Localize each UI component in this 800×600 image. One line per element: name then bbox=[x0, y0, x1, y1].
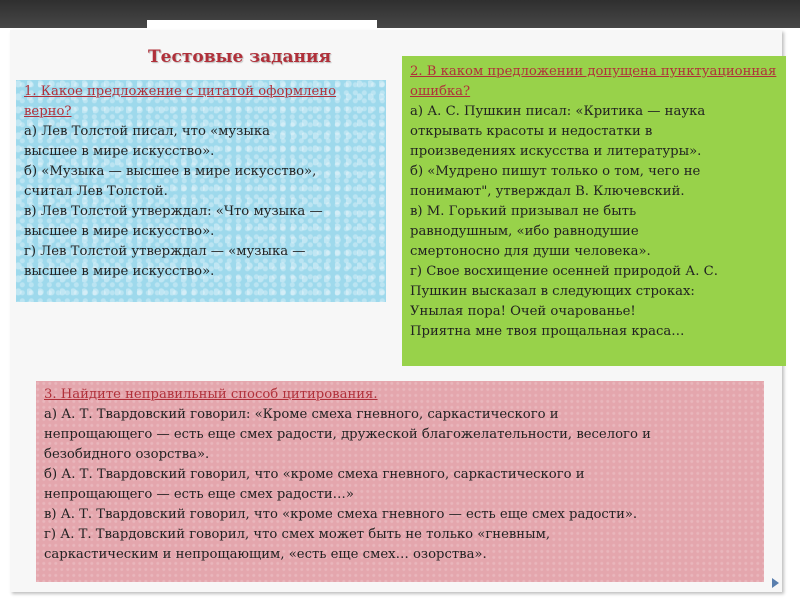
question-2-line: Пушкин высказал в следующих строках: bbox=[410, 284, 695, 299]
question-2-line: равнодушным, «ибо равнодушие bbox=[410, 224, 639, 239]
question-3-line: непрощающего — есть еще смех радости…» bbox=[44, 487, 354, 502]
question-1-line: высшее в мире искусство». bbox=[24, 224, 215, 239]
question-1-line: в) Лев Толстой утверждал: «Что музыка — bbox=[24, 204, 323, 219]
question-3-line: в) А. Т. Твардовский говорил, что «кроме смеха гневного — есть еще смех радости». bbox=[44, 507, 638, 522]
question-box-3 bbox=[36, 381, 764, 582]
top-bar bbox=[0, 0, 800, 28]
question-2-line: г) Свое восхищение осенней природой А. С. bbox=[410, 264, 718, 279]
question-3-line: б) А. Т. Твардовский говорил, что «кроме смеха гневного, саркастического и bbox=[44, 467, 585, 482]
top-accent-line bbox=[147, 20, 377, 28]
question-2-line: а) А. С. Пушкин писал: «Критика — наука bbox=[410, 104, 706, 119]
question-2-line: открывать красоты и недостатки в bbox=[410, 124, 653, 139]
question-1-line: считал Лев Толстой. bbox=[24, 184, 168, 199]
question-1-line: а) Лев Толстой писал, что «музыка bbox=[24, 124, 270, 139]
question-box-1 bbox=[16, 80, 386, 302]
question-3-line: безобидного озорства». bbox=[44, 447, 210, 462]
question-2-line: понимают", утверждал В. Ключевский. bbox=[410, 184, 685, 199]
question-1-line: высшее в мире искусство». bbox=[24, 144, 215, 159]
question-2-line: Унылая пора! Очей очарованье! bbox=[410, 304, 636, 319]
question-3-line: непрощающего — есть еще смех радости, дружеской благожелательности, веселого и bbox=[44, 427, 651, 442]
question-1-line: б) «Музыка — высшее в мире искусство», bbox=[24, 164, 317, 179]
question-3-line: саркастическим и непрощающим, «есть еще смех… озорства». bbox=[44, 547, 487, 562]
next-slide-arrow-icon[interactable] bbox=[772, 578, 779, 588]
question-2-line: в) М. Горький призывал не быть bbox=[410, 204, 637, 219]
question-2-heading: 2. В каком предложении допущена пунктуационная ошибка? bbox=[410, 64, 777, 99]
question-3-line: г) А. Т. Твардовский говорил, что смех может быть не только «гневным, bbox=[44, 527, 551, 542]
question-3-heading: 3. Найдите неправильный способ цитирования. bbox=[44, 387, 378, 402]
slide-title: Тестовые задания bbox=[148, 47, 332, 67]
question-1-line: высшее в мире искусство». bbox=[24, 264, 215, 279]
question-2-line: смертоносно для души человека». bbox=[410, 244, 651, 259]
question-2-line: б) «Мудрено пишут только о том, чего не bbox=[410, 164, 701, 179]
question-3-line: а) А. Т. Твардовский говорил: «Кроме смеха гневного, саркастического и bbox=[44, 407, 559, 422]
question-1-heading: 1. Какое предложение с цитатой оформлено верно? bbox=[24, 84, 337, 119]
question-2-line: Приятна мне твоя прощальная краса… bbox=[410, 324, 685, 339]
question-box-2 bbox=[402, 56, 786, 366]
question-2-line: произведениях искусства и литературы». bbox=[410, 144, 702, 159]
question-1-line: г) Лев Толстой утверждал — «музыка — bbox=[24, 244, 306, 259]
